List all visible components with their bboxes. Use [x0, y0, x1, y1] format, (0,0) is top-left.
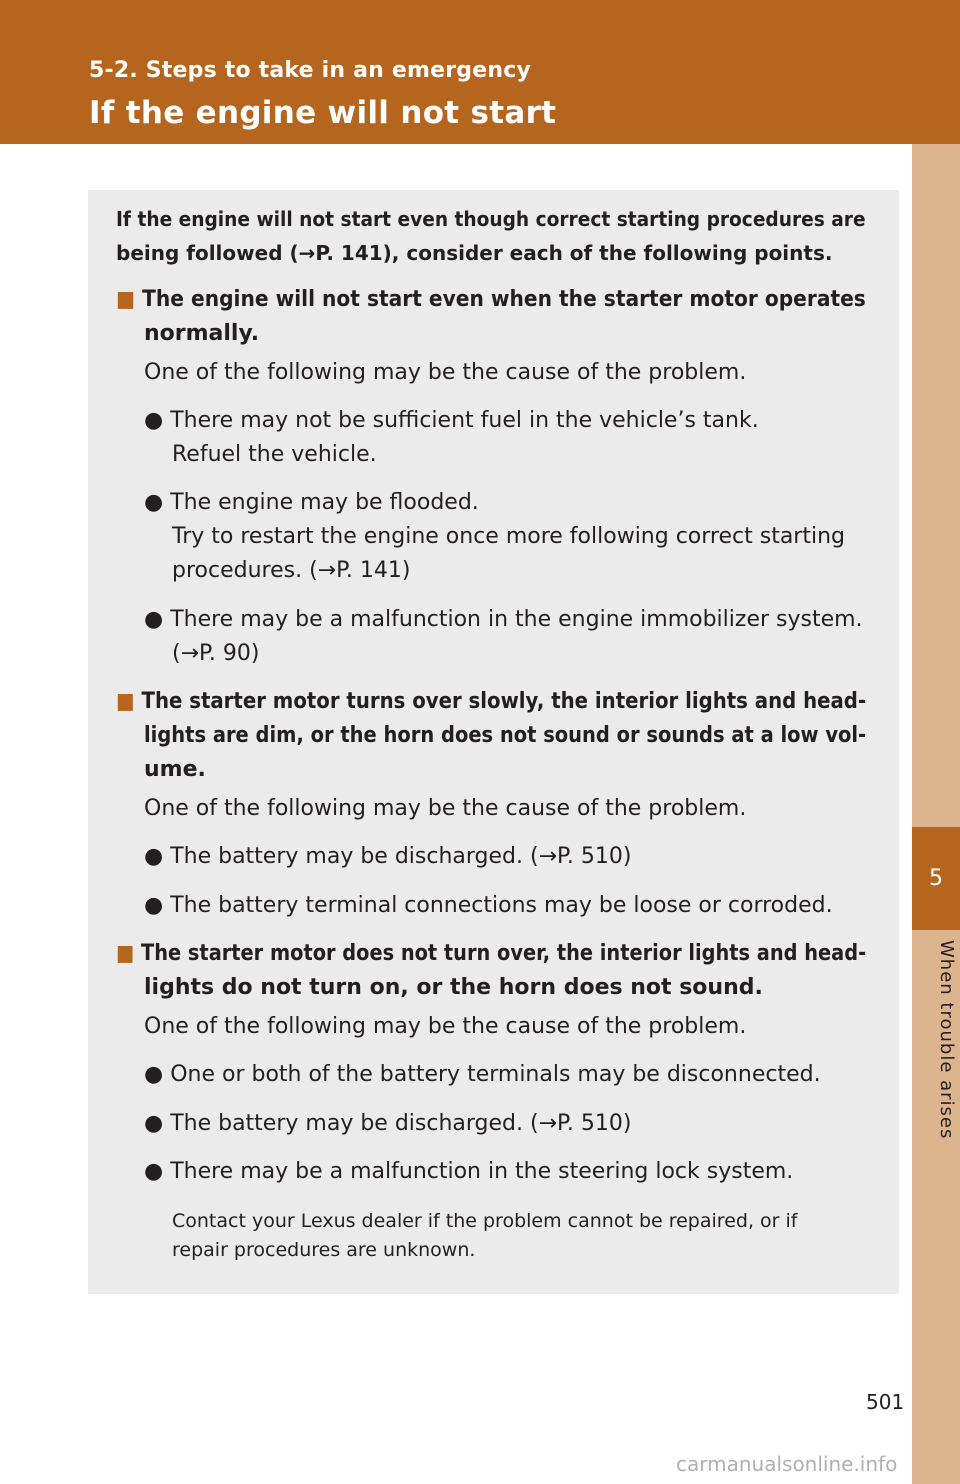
section-label: 5-2. Steps to take in an emergency: [89, 58, 531, 83]
section-1-cause: One of the following may be the cause of the problem.: [144, 360, 747, 385]
circle-bullet-icon: ●: [144, 490, 164, 515]
section-1-bullet-1: [144, 408, 759, 433]
circle-bullet-icon: ●: [144, 893, 164, 918]
circle-bullet-icon: ●: [144, 1062, 164, 1087]
section-1-heading-line-2: normally.: [144, 321, 260, 346]
note-line-1: Contact your Lexus dealer if the problem cannot be repaired, or if: [172, 1210, 798, 1232]
bullet-text: The battery terminal connections may be loose or corroded.: [170, 893, 833, 918]
section-1-bullet-1-line-2: Refuel the vehicle.: [172, 442, 377, 467]
bullet-text: The engine may be flooded.: [170, 490, 479, 515]
bullet-text: There may be a malfunction in the steering lock system.: [170, 1159, 794, 1184]
section-2-heading-line-1: The starter motor turns over slowly, the interior lights and head-: [141, 689, 867, 714]
section-1-heading: [116, 287, 866, 312]
watermark: carmanualsonline.info: [676, 1452, 898, 1476]
section-1-bullet-2-line-2: Try to restart the engine once more following correct starting: [172, 524, 845, 549]
chapter-number-tab[interactable]: [912, 827, 960, 930]
bullet-text: There may be a malfunction in the engine immobilizer system.: [170, 607, 863, 632]
intro-line-2: being followed (→P. 141), consider each of the following points.: [116, 241, 833, 265]
circle-bullet-icon: ●: [144, 1159, 164, 1184]
header-bar: [0, 0, 960, 144]
section-1-bullet-2-line-3: procedures. (→P. 141): [172, 558, 411, 583]
section-1-bullet-2: [144, 490, 479, 515]
section-2-cause: One of the following may be the cause of the problem.: [144, 796, 747, 821]
circle-bullet-icon: ●: [144, 607, 164, 632]
section-2-heading: [116, 689, 866, 714]
chapter-number: 5: [929, 866, 943, 891]
note-line-2: repair procedures are unknown.: [172, 1239, 476, 1261]
section-3-heading-line-2: lights do not turn on, or the horn does not sound.: [144, 975, 763, 1000]
chapter-label: When trouble arises: [936, 940, 957, 1140]
bullet-text: The battery may be discharged. (→P. 510): [170, 1111, 632, 1136]
section-3-heading-line-1: The starter motor does not turn over, the interior lights and head-: [141, 941, 867, 966]
circle-bullet-icon: ●: [144, 1111, 164, 1136]
section-2-bullet-1: [144, 844, 631, 869]
square-bullet-icon: ■: [116, 689, 135, 714]
section-3-bullet-3: [144, 1159, 793, 1184]
section-2-heading-line-3: ume.: [144, 757, 206, 782]
page-title: If the engine will not start: [89, 95, 557, 131]
square-bullet-icon: ■: [116, 941, 135, 966]
bullet-text: One or both of the battery terminals may be disconnected.: [170, 1062, 821, 1087]
bullet-text: The battery may be discharged. (→P. 510): [170, 844, 632, 869]
chapter-side-tab: [912, 144, 960, 1484]
square-bullet-icon: ■: [116, 287, 136, 312]
intro-line-1: If the engine will not start even though correct starting procedures are: [116, 207, 866, 231]
section-3-bullet-1: [144, 1062, 821, 1087]
section-1-bullet-3: [144, 607, 863, 632]
page-number: 501: [866, 1390, 905, 1414]
bullet-text: There may not be sufficient fuel in the vehicle’s tank.: [170, 408, 759, 433]
section-1-bullet-3-line-2: (→P. 90): [172, 641, 260, 666]
section-2-heading-line-2: lights are dim, or the horn does not sound or sounds at a low vol-: [144, 723, 867, 748]
circle-bullet-icon: ●: [144, 408, 164, 433]
section-3-cause: One of the following may be the cause of the problem.: [144, 1014, 747, 1039]
section-1-heading-line-1: The engine will not start even when the starter motor operates: [142, 287, 866, 312]
section-2-bullet-2: [144, 893, 833, 918]
circle-bullet-icon: ●: [144, 844, 164, 869]
section-3-heading: [116, 941, 866, 966]
section-3-bullet-2: [144, 1111, 631, 1136]
